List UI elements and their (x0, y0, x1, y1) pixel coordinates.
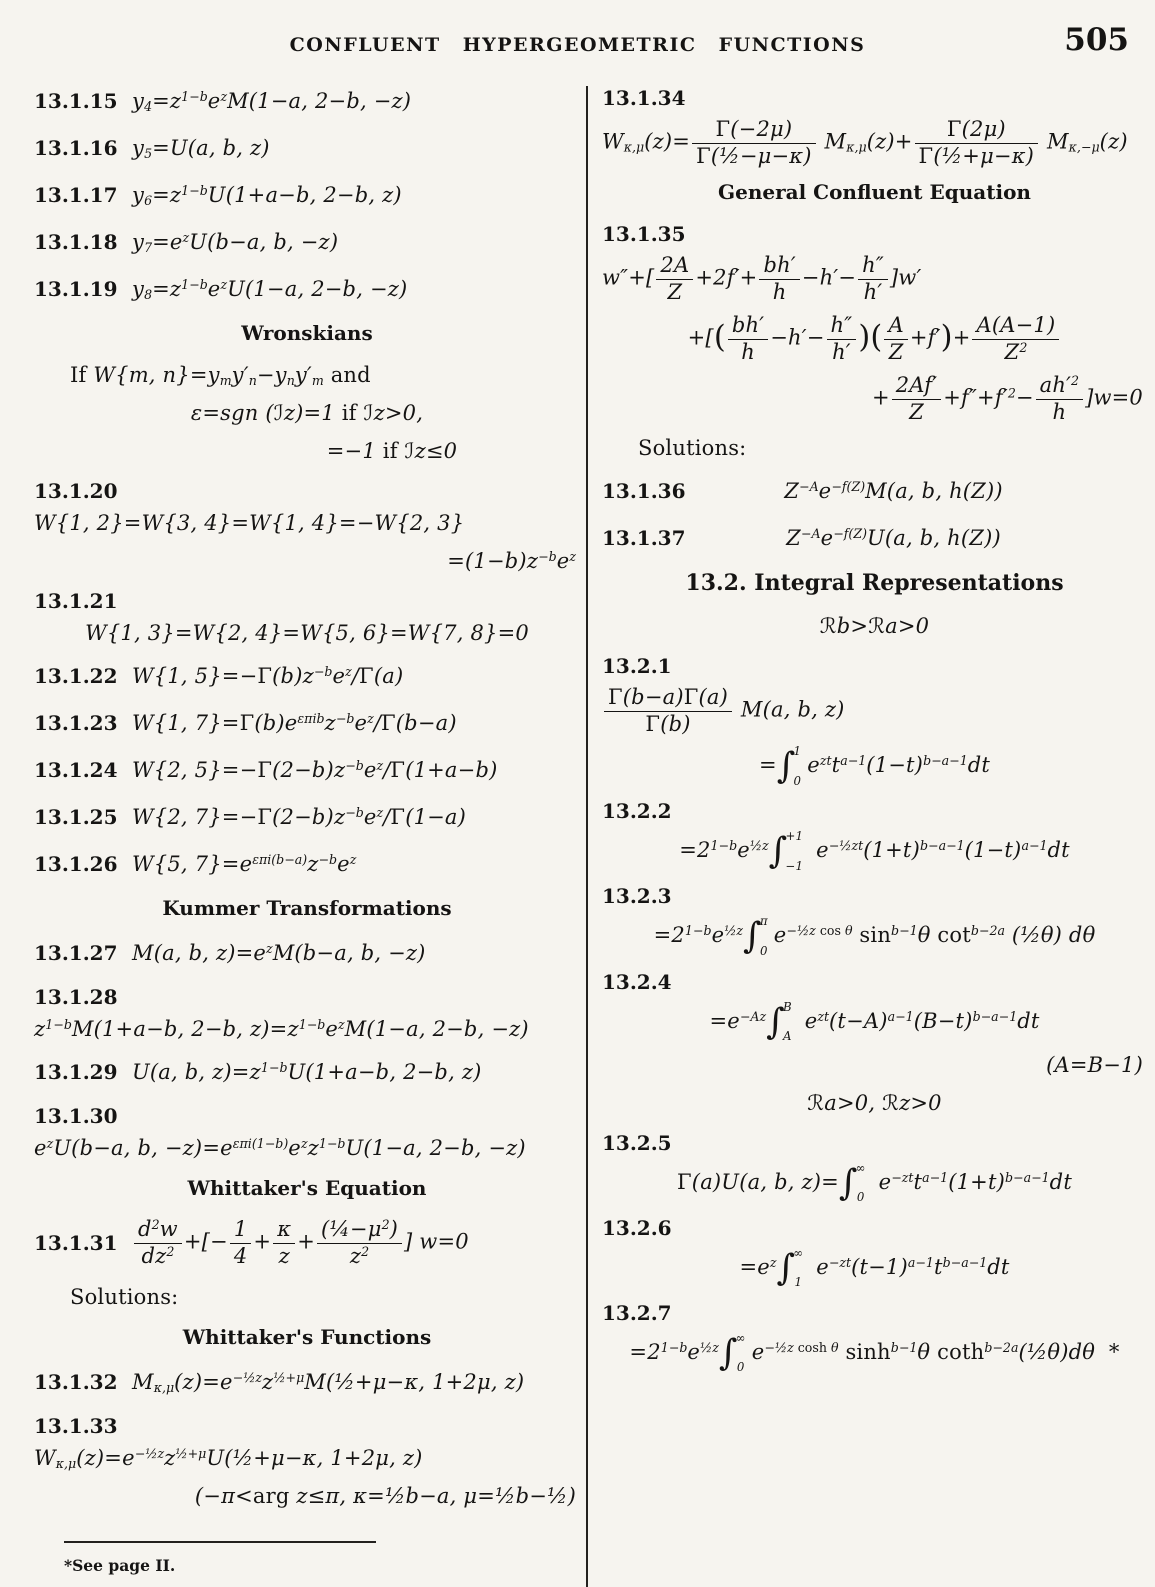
equation-line: W{1, 3}=W{2, 4}=W{5, 6}=W{7, 8}=0 (85, 621, 529, 645)
equation-body: $y_4=z^{1-b}e^zM(1-a$, 2−b, −z) (132, 89, 412, 114)
equation-body: $Z^{-A}e^{-f(Z)}U(a$, b, h(Z)) (786, 526, 1001, 551)
section-heading: Wronskians (241, 321, 373, 345)
equation-line: $=e^z\int$ ∞ 1 $e^{-zt}(t-1)^{a-1}t^{b-a-1}dt$ (739, 1245, 1010, 1290)
equation-number: 13.1.34 (602, 86, 686, 110)
two-column-layout (34, 86, 1147, 1587)
equation-line: + $\frac{2Af'}{Z}$ $+f''+f'^2-$ $\frac{ah'^2}{h}$ ]w=0 (871, 373, 1143, 424)
equation-row (34, 1218, 580, 1268)
footnote-text: *See page II. (64, 1556, 176, 1575)
equation-block (34, 985, 580, 1045)
equation-line: $=2^{1-b}e^{\frac{1}{2}z}\int$ +1 −1 $e^{-\frac{1}{2}zt}(1+t)^{b-a-1}(1-t)^{a-1}dt$ (679, 829, 1070, 873)
equation-row (34, 227, 580, 257)
equation-row (34, 274, 580, 304)
equation-number: 13.1.32 (34, 1370, 118, 1395)
equation-line: $=2^{1-b}e^{\frac{1}{2}z}\int$ ∞ 0 $e^{-\frac{1}{2}z cosh \theta}$ $\sinh^{b-1}\theta$ coth$^{b-2a}$(½θ)dθ * (629, 1331, 1120, 1375)
equation-line: Solutions: (70, 1285, 179, 1310)
equation-number: 13.1.37 (602, 526, 686, 551)
equation-body: $M_{\kappa,\mu}(z)=e^{-\frac{1}{2}z}z^{\frac{1}{2}+\mu}M(\frac{1}{2}+\mu-\kappa$, 1+2μ, z) (132, 1370, 525, 1395)
page-header (0, 24, 1155, 80)
equation-row (602, 523, 1147, 553)
equation-number: 13.2.2 (602, 799, 672, 824)
equation-line: W{1, 2}=W{3, 4}=W{1, 4}=−W{2, 3} (34, 511, 465, 535)
equation-row (34, 938, 580, 968)
equation-row (34, 86, 580, 116)
equation-line: $W_{\kappa,\mu}(z)=$ $\frac{\Gamma(-2\mu)}{\text{Γ(½−μ−κ)}}$ $M_{\kappa,\mu}(z)+$ $\frac{\Gamma(2\mu)}{\text{Γ(½+μ−κ)}}$ $M_{\kappa,-\mu}(z)$ (602, 117, 1128, 168)
equation-line: (−π<arg z≤π, κ=½b−a, μ=½b−½) (194, 1484, 576, 1509)
equation-line: +[( $\frac{bh'}{h}$ −h′− $\frac{h''}{h'}$ )( $\frac{A}{Z}$ +f′)+ $\frac{A(A-1)}{Z^2}$ (602, 314, 1147, 364)
equation-line: $W_{\kappa,\mu}(z)=e^{-\frac{1}{2}z}z^{\frac{1}{2}+\mu}U(\frac{1}{2}+\mu-\kappa$, 1+2μ, z) (34, 1446, 423, 1471)
equation-number: 13.1.15 (34, 89, 118, 113)
footnote-rule (64, 1541, 376, 1543)
equation-line: $=2^{1-b}e^{\frac{1}{2}z}\int$ π 0 $e^{-\frac{1}{2}z cos \theta}$ $\sin^{b-1}\theta$ $\cot^{b-2a}$ (½θ) dθ (653, 914, 1096, 958)
equation-block (602, 654, 1147, 787)
equation-number: 13.1.26 (34, 852, 118, 876)
equation-body: W{5, $7\}=e^{\varepsilon\pi i(b-a)}z^{-b}e^z$ (132, 852, 357, 876)
equation-body: $\frac{d^2w}{dz^2}$ +[− $\frac{1}{4}$ + $\frac{\kappa}{z}$ + $\frac{(\frac{1}{4}-\mu^2)}{z^2}$ ] w=0 (132, 1218, 469, 1268)
equation-number: 13.1.22 (34, 664, 118, 688)
running-head: CONFLUENT HYPERGEOMETRIC FUNCTIONS (289, 34, 866, 56)
equation-number: 13.1.28 (34, 985, 118, 1009)
equation-block (602, 1216, 1147, 1289)
equation-number: 13.1.25 (34, 805, 118, 829)
equation-number: 13.1.16 (34, 136, 118, 160)
section-heading: Kummer Transformations (162, 896, 452, 920)
equation-line: =∫ 1 0 $e^{zt}t^{a-1}(1-t)^{b-a-1}dt$ (758, 744, 991, 788)
equation-row (34, 849, 580, 879)
equation-line: (A=B−1) (1046, 1052, 1143, 1077)
equation-number: 13.1.33 (34, 1414, 118, 1439)
equation-block (602, 222, 1147, 424)
equation-line: $e^zU(b-a$, b, $-z)=e^{\varepsilon\pi i(1-b)}e^zz^{1-b}U(1-a$, 2−b, −z) (34, 1136, 526, 1160)
equation-line: $=e^{-Az}\int$ B A $e^{zt}(t-A)^{a-1}(B-t)^{b-a-1}dt$ (709, 999, 1040, 1044)
equation-number: 13.1.36 (602, 479, 686, 504)
equation-row (34, 133, 580, 163)
section-heading: 13.2. Integral Representations (685, 570, 1064, 597)
page-number: 505 (1064, 22, 1129, 58)
equation-body: M(a, b, $z)=e^zM(b-a$, b, −z) (132, 941, 426, 965)
equation-body: $y_7=e^zU(b-a$, b, −z) (132, 230, 339, 255)
equation-row (34, 802, 580, 832)
equation-number: 13.2.1 (602, 654, 672, 679)
equation-block (602, 1301, 1147, 1374)
equation-row (34, 708, 580, 738)
equation-body: W{2, $5\}=-\Gamma(2-b)z^{-b}e^z/\Gamma(1+a-b)$ (132, 758, 498, 782)
equation-line: $z^{1-b}M(1+a-b$, 2−b, $z)=z^{1-b}e^zM(1-a$, 2−b, −z) (34, 1017, 529, 1041)
equation-block (602, 86, 1147, 168)
equation-number: 13.2.7 (602, 1301, 672, 1326)
equation-number: 13.1.17 (34, 183, 118, 207)
equation-number: 13.1.20 (34, 479, 118, 503)
right-column (588, 86, 1147, 1587)
equation-number: 13.2.6 (602, 1215, 672, 1240)
equation-body: W{1, $5\}=-\Gamma(b)z^{-b}e^z/\Gamma(a)$ (132, 664, 404, 688)
equation-line: ℛb>ℛa>0 (819, 614, 930, 639)
equation-row (34, 755, 580, 785)
equation-number: 13.1.18 (34, 230, 118, 254)
equation-body: $Z^{-A}e^{-f(Z)}M(a$, b, h(Z)) (784, 479, 1003, 504)
equation-row (34, 1057, 580, 1087)
left-column (34, 86, 586, 1587)
equation-line: ℛa>0, ℛz>0 (807, 1090, 942, 1115)
equation-line: $\frac{\Gamma(b-a)\Gamma(a)}{\Gamma(b)}$ M(a, b, z) (602, 686, 1147, 736)
equation-number: 13.1.29 (34, 1060, 118, 1084)
equation-line: Solutions: (638, 436, 747, 461)
equation-number: 13.1.23 (34, 711, 118, 735)
text-block (34, 363, 580, 467)
equation-block (34, 1414, 580, 1512)
equation-block (602, 1131, 1147, 1204)
section-heading: Whittaker's Functions (182, 1325, 432, 1350)
text-block (602, 614, 1147, 642)
equation-line: If W{m, $n\}=y_my'_n-y_ny'_m$ and (70, 363, 371, 388)
equation-block (34, 1104, 580, 1164)
equation-line: $=(1-b)z^{-b}e^z$ (447, 549, 576, 573)
section-heading: General Confluent Equation (718, 180, 1031, 205)
section-heading: Whittaker's Equation (187, 1176, 427, 1200)
equation-row (34, 180, 580, 210)
equation-body: $y_8=z^{1-b}e^zU(1-a$, 2−b, −z) (132, 277, 408, 302)
equation-block (34, 589, 580, 649)
equation-number: 13.2.4 (602, 969, 672, 994)
equation-block (602, 799, 1147, 872)
equation-line: w″+[ $\frac{2A}{Z}$ +2f′+ $\frac{bh'}{h}$ −h′− $\frac{h''}{h'}$ ]w′ (602, 253, 922, 304)
equation-block (602, 970, 1147, 1119)
equation-line: Γ(a)U(a, b, z)=∫ ∞ 0 $e^{-zt}t^{a-1}(1+t)^{b-a-1}dt$ (677, 1160, 1072, 1205)
equation-number: 13.1.35 (602, 222, 686, 247)
equation-number: 13.1.19 (34, 277, 118, 301)
equation-body: W{1, $7\}=\Gamma(b)e^{\varepsilon\pi ib}z^{-b}e^z/\Gamma(b-a)$ (132, 711, 457, 735)
equation-body: W{2, $7\}=-\Gamma(2-b)z^{-b}e^z/\Gamma(1-a)$ (132, 805, 467, 829)
equation-body: U(a, b, $z)=z^{1-b}U(1+a-b$, 2−b, z) (132, 1060, 482, 1084)
equation-row (34, 1367, 580, 1397)
equation-row (602, 476, 1147, 506)
equation-row (34, 661, 580, 691)
equation-line: =−1 if ℐz≤0 (326, 439, 458, 463)
equation-body: $y_6=z^{1-b}U(1+a-b$, 2−b, z) (132, 183, 402, 208)
equation-line: ε=sgn (ℐz)=1 if ℐz>0, (190, 401, 424, 425)
equation-block (34, 479, 580, 577)
text-block (602, 436, 1147, 464)
equation-number: 13.1.27 (34, 941, 118, 965)
equation-body: $y_5=U(a$, b, z) (132, 136, 270, 161)
equation-number: 13.1.24 (34, 758, 118, 782)
equation-number: 13.1.31 (34, 1231, 118, 1256)
equation-number: 13.2.3 (602, 884, 672, 909)
equation-number: 13.2.5 (602, 1130, 672, 1155)
equation-block (602, 884, 1147, 957)
equation-number: 13.1.30 (34, 1104, 118, 1128)
equation-number: 13.1.21 (34, 589, 118, 613)
text-block (34, 1285, 580, 1313)
